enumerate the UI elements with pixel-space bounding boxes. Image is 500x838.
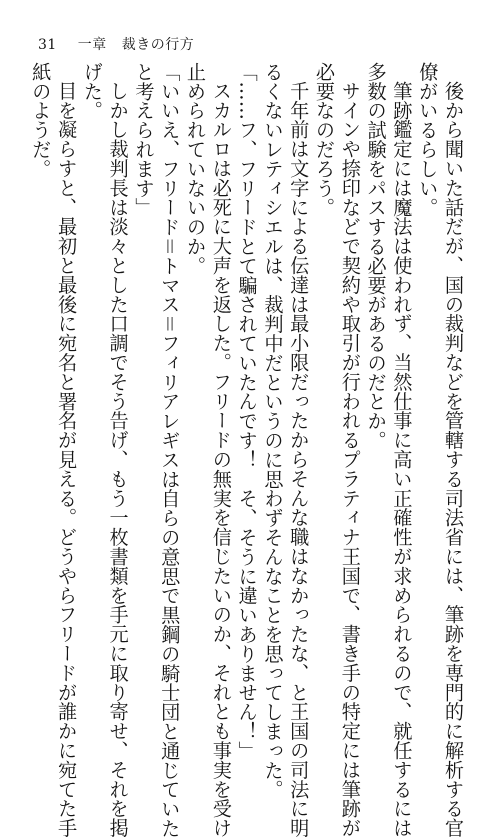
section-title: 裁きの行方 bbox=[121, 37, 195, 53]
text-line: と考えられます」 bbox=[132, 62, 156, 218]
text-line: サインや捺印などで契約や取引が行われるプラティナ王国で、書き手の特定には筆跡が bbox=[338, 81, 362, 838]
chapter-title: 一章 bbox=[77, 37, 107, 53]
text-line: しかし裁判長は淡々とした口調でそう告げ、もう一枚書類を手元に取り寄せ、それを掲 bbox=[106, 81, 130, 838]
text-line: 目を凝らすと、最初と最後に宛名と署名が見える。どうやらフリードが誰かに宛てた手 bbox=[55, 81, 79, 838]
text-line: スカルロは必死に大声を返した。フリードの無実を信じたいのか、それとも事実を受け bbox=[209, 81, 233, 838]
text-line: 「いいえ、フリード＝トマス＝フィリアレギスは自らの意思で黒鋼の騎士団と通じていた bbox=[158, 62, 182, 838]
text-line: 止められていないのか。 bbox=[184, 62, 208, 276]
text-line: るくないレティシエルは、裁判中だというのに思わずそんなことを思ってしまった。 bbox=[261, 62, 285, 800]
page-number: 31 bbox=[38, 37, 57, 53]
text-line: 筆跡鑑定には魔法は使われず、当然仕事に高い正確性が求められるので、就任するには bbox=[390, 81, 414, 838]
text-line: 紙のようだ。 bbox=[29, 62, 53, 179]
text-line: 「……フ、フリードとて騙されていたんです！ そ、そうに違いありません！」 bbox=[235, 62, 259, 761]
running-header bbox=[38, 34, 194, 54]
body-text bbox=[29, 62, 466, 838]
text-line: げた。 bbox=[80, 62, 104, 121]
text-line: 千年前は文字による伝達は最小限だったからそんな職はなかったな、と王国の司法に明 bbox=[287, 81, 311, 838]
text-line: 後から聞いた話だが、国の裁判などを管轄する司法省には、筆跡を専門的に解析する官 bbox=[442, 81, 465, 838]
text-line: 必要なのだろう。 bbox=[313, 62, 337, 218]
text-line: 多数の試験をパスする必要があるのだとか。 bbox=[364, 62, 388, 450]
text-line: 僚がいるらしい。 bbox=[416, 62, 440, 218]
